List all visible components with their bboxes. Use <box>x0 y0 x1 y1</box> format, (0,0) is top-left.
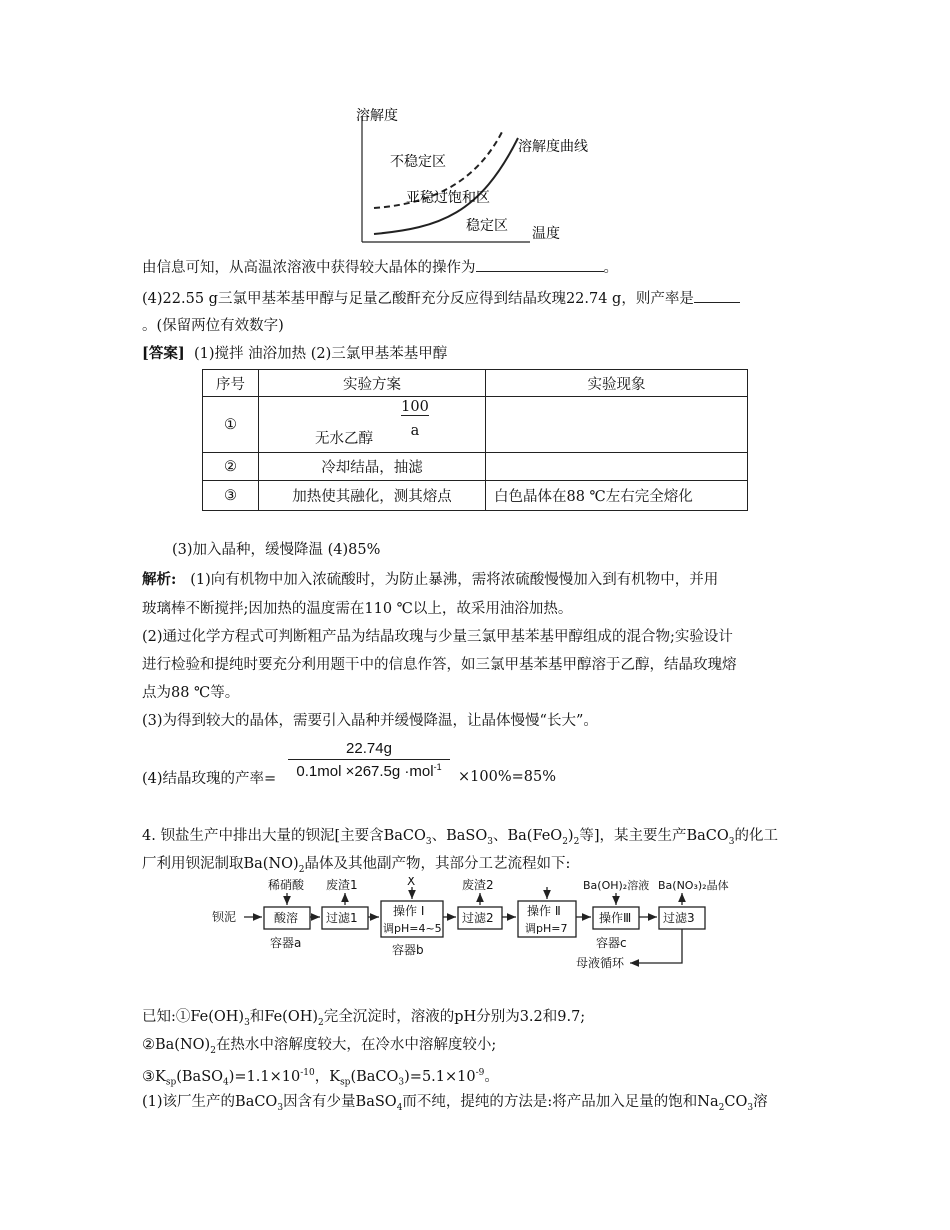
text-line-2: (4)22.55 g三氯甲基苯基甲醇与足量乙酸酐充分反应得到结晶玫瑰22.74 g，则产率是 <box>142 288 740 309</box>
yield-denominator: 0.1mol ×267.5g ·mol <box>296 763 434 780</box>
question-part-1: (1)该厂生产的BaCO$_3$因含有少量BaSO$_4$而不纯，提纯的方法是:将产品加入足量的饱和$Na_2CO_3$溶 <box>142 1094 768 1113</box>
table-row: ① 无水乙醇 100 a <box>203 397 748 453</box>
known-line-1: 已知$:①Fe(OH)_3$和$Fe(OH)_2$完全沉淀时，溶液的pH分别为3.2和9.7; <box>142 1009 586 1028</box>
analysis-label: 解析: <box>142 571 177 588</box>
flow-box-op2-ph: 调pH=7 <box>525 922 568 935</box>
region-unstable-label: 不稳定区 <box>390 154 446 170</box>
flow-container-a: 容器a <box>270 936 302 950</box>
flow-box-op1: 操作 Ⅰ <box>393 904 425 918</box>
q4-line-2: 厂利用钡泥制取$Ba(NO)_2$晶体及其他副产物，其部分工艺流程如下: <box>142 856 571 875</box>
flow-box-filter-3: 过滤3 <box>663 911 695 925</box>
flow-bano3: Ba(NO₃)₂晶体 <box>658 879 729 892</box>
answer-label: [答案] <box>142 345 185 362</box>
text-line-1: 由信息可知，从高温浓溶液中获得较大晶体的操作为 。 <box>142 257 618 278</box>
flow-baoh2: Ba(OH)₂溶液 <box>583 879 650 892</box>
flow-waste-1: 废渣1 <box>326 878 358 892</box>
flow-box-acid-dissolve: 酸溶 <box>274 911 299 925</box>
flow-recycle: 母液循环 <box>576 956 625 970</box>
flow-box-op3: 操作Ⅲ <box>599 911 632 925</box>
analysis-line-5: 点为88 ℃等。 <box>142 685 240 701</box>
analysis-line-6: (3)为得到较大的晶体，需要引入晶种并缓慢降温，让晶体慢慢“长大”。 <box>142 713 598 729</box>
analysis-line-4: 进行检验和提纯时要充分利用题干中的信息作答，如三氯甲基苯基甲醇溶于乙醇，结晶玫瑰熔 <box>142 657 737 673</box>
yield-fraction: 22.74g 0.1mol ×267.5g ·mol$^{-1}$ <box>288 740 450 780</box>
x-axis-label: 温度 <box>532 226 560 242</box>
yield-numerator: 22.74g <box>288 740 450 760</box>
yield-suffix: ×100%=85% <box>458 769 556 785</box>
answer-table <box>202 369 748 511</box>
table-header: 序号 <box>203 370 259 397</box>
flow-input: 钡泥 <box>212 910 237 924</box>
flow-box-filter-2: 过滤2 <box>462 911 494 925</box>
table-header: 实验现象 <box>486 370 748 397</box>
yield-prefix: (4)结晶玫瑰的产率= <box>142 771 277 787</box>
flow-box-op1-ph: 调pH=4~5 <box>383 922 442 935</box>
flow-x: X <box>407 877 416 888</box>
table-row: ② 冷却结晶，抽滤 <box>203 453 748 481</box>
analysis-line-3: (2)通过化学方程式可判断粗产品为结晶玫瑰与少量三氯甲基苯基甲醇组成的混合物;实验设计 <box>142 629 733 645</box>
table-row: ③ 加热使其融化，测其熔点 白色晶体在88 ℃左右完全熔化 <box>203 481 748 511</box>
y-axis-label: 溶解度 <box>356 108 398 124</box>
curve-label: 溶解度曲线 <box>518 139 588 155</box>
table-header: 实验方案 <box>259 370 486 397</box>
text-line-3: 。(保留两位有效数字) <box>142 318 284 334</box>
flow-box-op2: 操作 Ⅱ <box>527 904 561 918</box>
analysis-line-1: 解析: (1)向有机物中加入浓硫酸时，为防止暴沸，需将浓硫酸慢慢加入到有机物中，并用 <box>142 571 719 588</box>
answer-line: [答案] (1)搅拌 油浴加热 (2)三氯甲基苯基甲醇 <box>142 345 448 362</box>
flow-container-b: 容器b <box>392 943 424 957</box>
flow-box-filter-1: 过滤1 <box>326 911 358 925</box>
known-line-2: $②Ba(NO)_2$在热水中溶解度较大，在冷水中溶解度较小; <box>142 1037 497 1056</box>
q4-line-1: 4. 钡盐生产中排出大量的钡泥[主要含BaCO$_3$、BaSO$_3$、$Ba(FeO_2)_2$等]，某主要生产BaCO$_3$的化工 <box>142 828 779 847</box>
region-stable-label: 稳定区 <box>466 218 508 234</box>
solubility-diagram <box>350 104 610 250</box>
flow-acid: 稀硝酸 <box>268 878 305 892</box>
analysis-line-2: 玻璃棒不断搅拌;因加热的温度需在110 ℃以上，故采用油浴加热。 <box>142 601 573 617</box>
process-flow-diagram <box>200 877 770 977</box>
region-metastable-label: 亚稳过饱和区 <box>406 190 490 206</box>
known-line-3: $③K_{sp}(BaSO_4)=1.1\times 10^{-10}$，$K_{sp}(BaCO_3)=5.1\times 10^{-9}$。 <box>142 1068 499 1088</box>
flow-waste-2: 废渣2 <box>462 878 494 892</box>
flow-container-c: 容器c <box>596 936 627 950</box>
answer-tail: (3)加入晶种，缓慢降温 (4)85% <box>172 542 381 558</box>
